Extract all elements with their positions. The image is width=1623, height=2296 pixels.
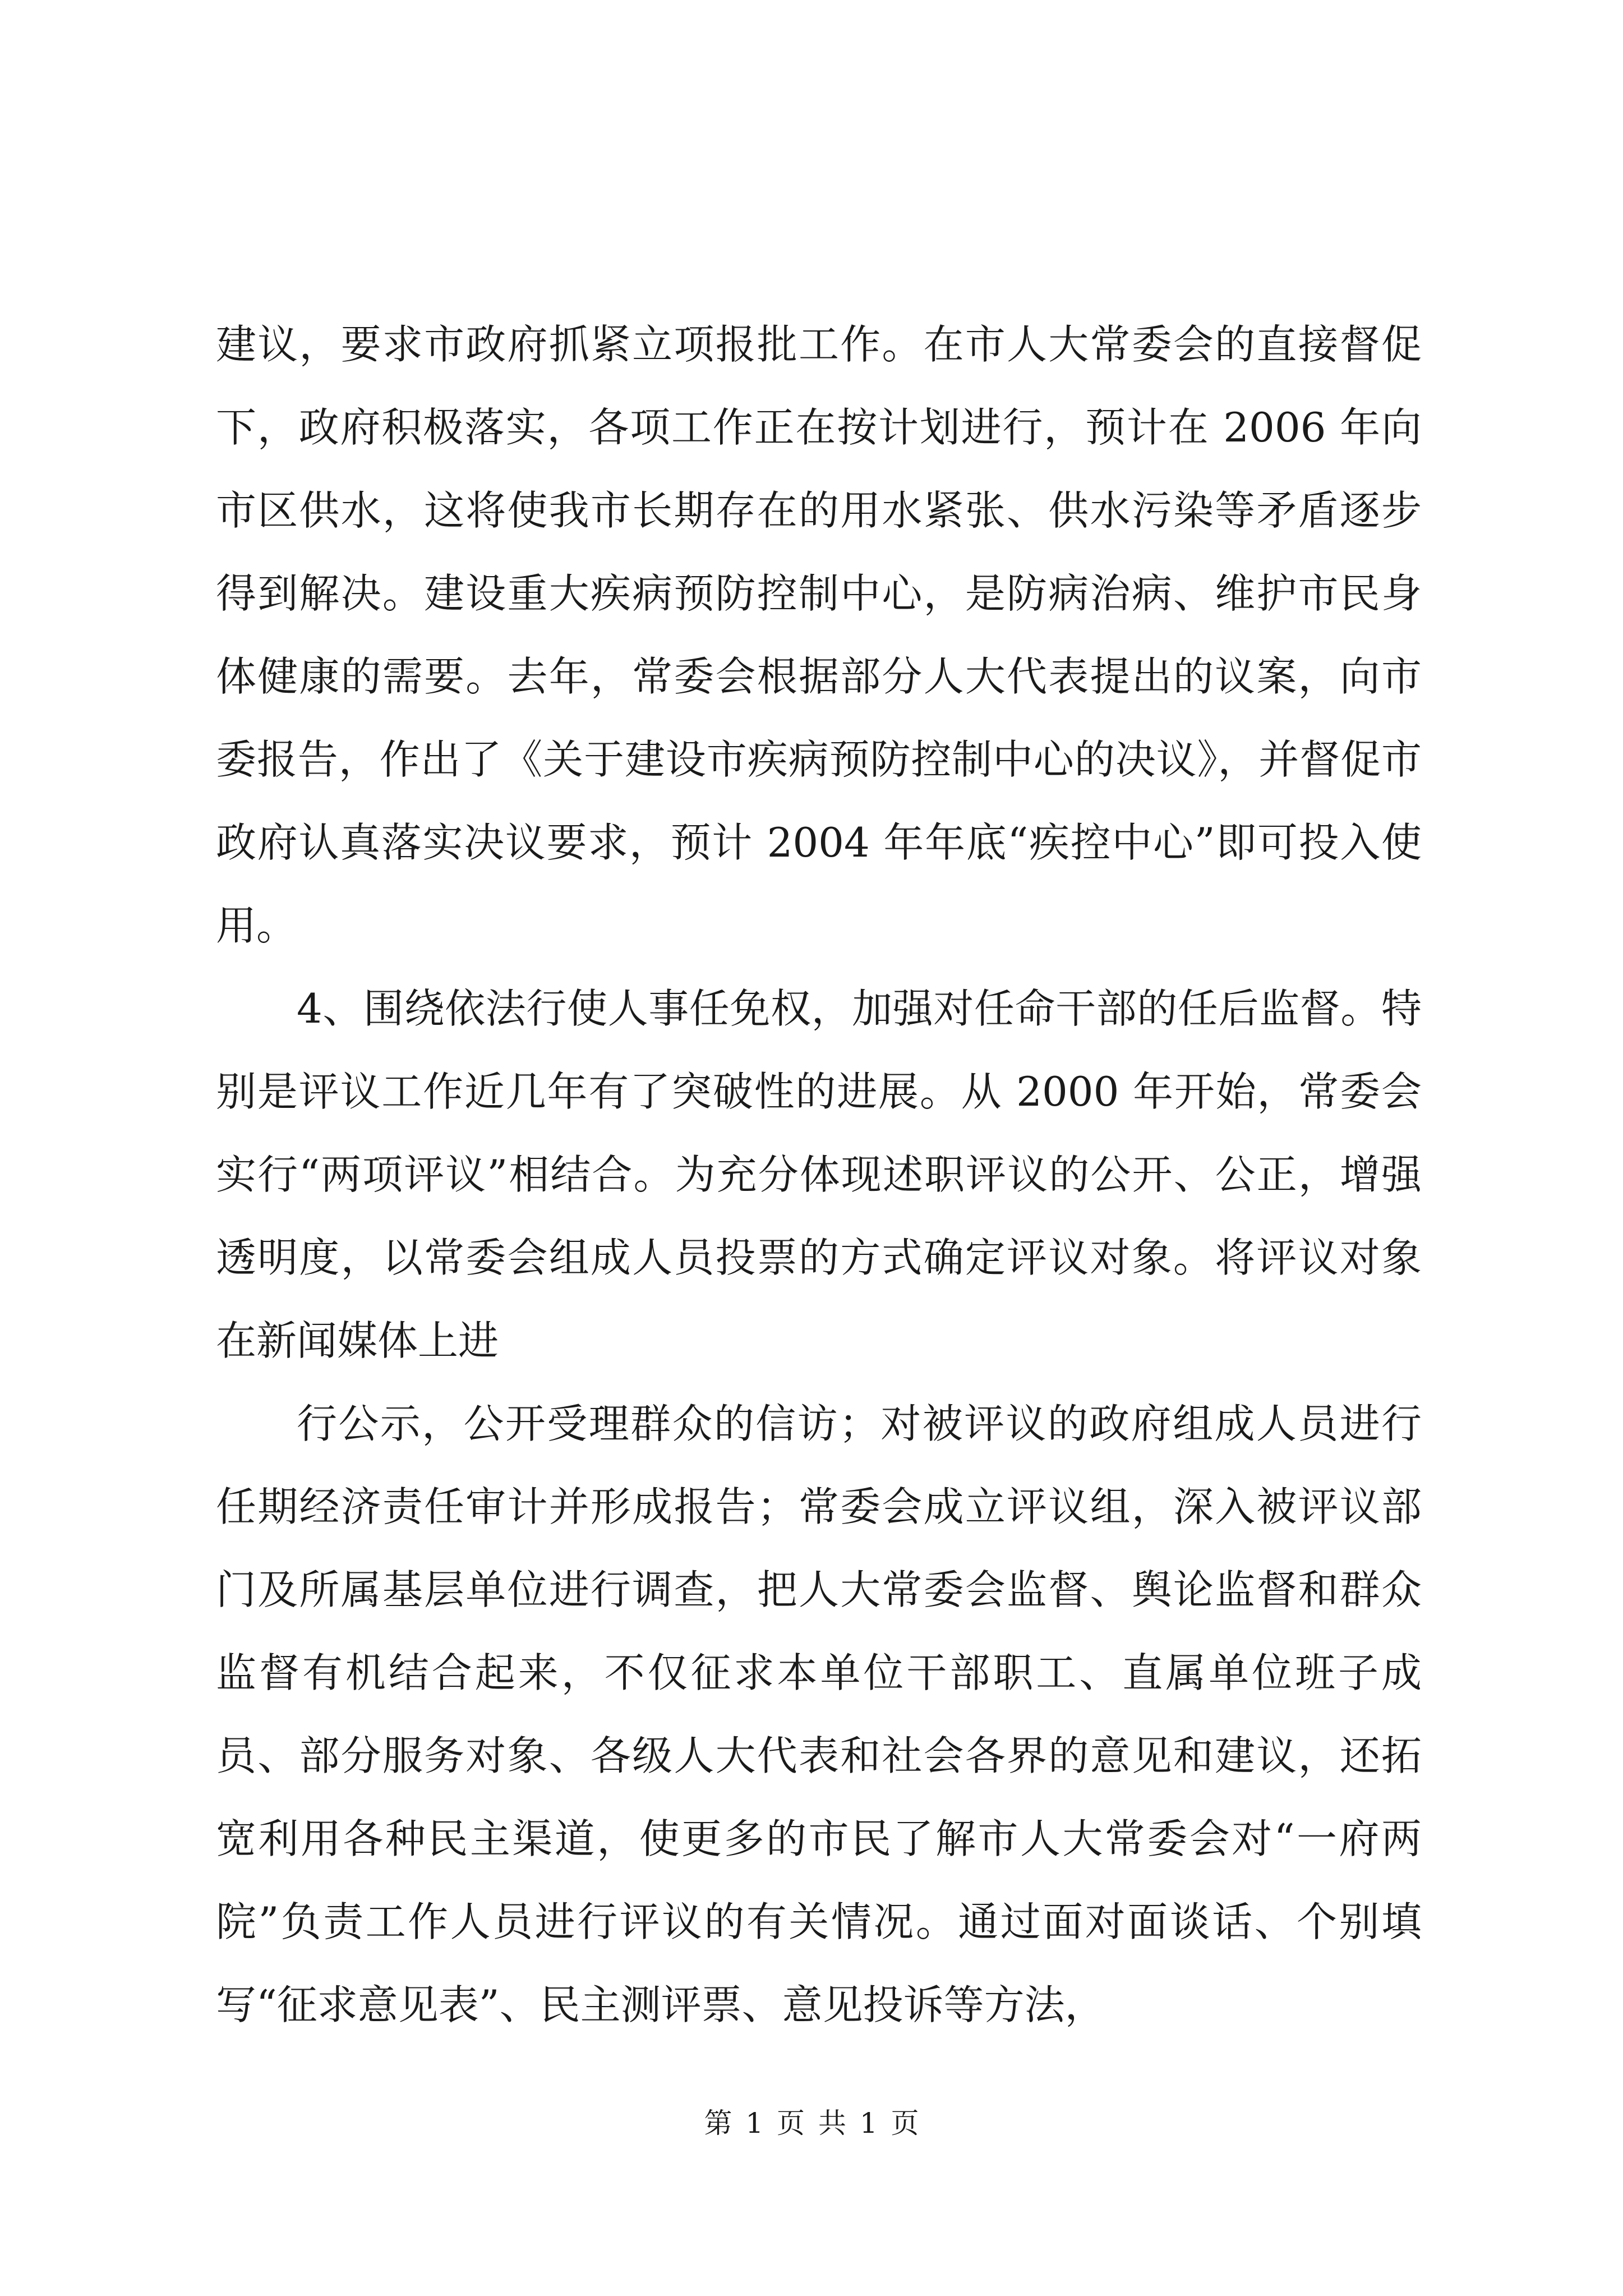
paragraph-2: 4、围绕依法行使人事任免权，加强对任命干部的任后监督。特别是评议工作近几年有了突破性的进展。从 2000 年开始，常委会实行“两项评议”相结合。为充分体现述职评议的公开、公正，增强透明度，以常委会组成人员投票的方式确定评议对象。将评议对象在新闻媒体上进 <box>216 985 1422 1364</box>
page-footer: 第 1 页 共 1 页 <box>704 2107 919 2139</box>
paragraph-3: 行公示，公开受理群众的信访；对被评议的政府组成人员进行任期经济责任审计并形成报告；常委会成立评议组，深入被评议部门及所属基层单位进行调查，把人大常委会监督、舆论监督和群众监督有机结合起来，不仅征求本单位干部职工、直属单位班子成员、部分服务对象、各级人大代表和社会各界的意见和建议，还拓宽利用各种民主渠道，使更多的市民了解市人大常委会对“一府两院”负责工作人员进行评议的有关情况。通过面对面谈话、个别填写“征求意见表”、民主测评票、意见投诉等方法， <box>216 1400 1422 2028</box>
document-body <box>216 303 1422 2046</box>
paragraph-1: 建议，要求市政府抓紧立项报批工作。在市人大常委会的直接督促下，政府积极落实，各项工作正在按计划进行，预计在 2006 年向市区供水，这将使我市长期存在的用水紧张、供水污染等矛盾逐步得到解决。建设重大疾病预防控制中心，是防病治病、维护市民身体健康的需要。去年，常委会根据部分人大代表提出的议案，向市委报告，作出了《关于建设市疾病预防控制中心的决议》，并督促市政府认真落实决议要求，预计 2004 年年底“疾控中心”即可投入使用。 <box>216 321 1422 949</box>
